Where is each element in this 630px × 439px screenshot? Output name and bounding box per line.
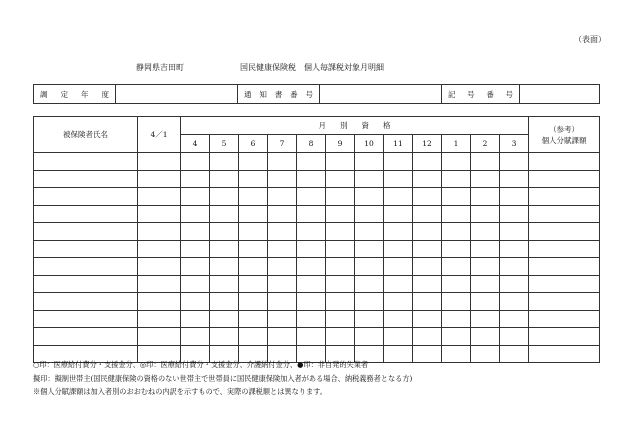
month-cell[interactable] [471,188,500,206]
month-cell[interactable] [210,275,239,293]
month-cell[interactable] [500,258,529,276]
month-cell[interactable] [413,205,442,223]
table-row [34,170,600,188]
year-char: 年 [81,89,89,99]
month-cell[interactable] [471,153,500,171]
month-cell[interactable] [210,310,239,328]
reference-amount-cell[interactable] [529,293,600,311]
reference-header-line1: （参考） [549,124,580,134]
name-header: 被保険者氏名 [34,117,138,153]
notice-value-cell[interactable] [320,85,442,104]
reference-amount-cell[interactable] [529,223,600,241]
table-row [34,153,600,171]
reference-amount-cell[interactable] [529,205,600,223]
year-char: 定 [60,89,68,99]
month-cell[interactable] [384,188,413,206]
qualification-table [33,116,600,363]
month-cell[interactable] [210,153,239,171]
month-cell[interactable] [355,153,384,171]
month-header-12: 12 [413,135,442,153]
month-cell[interactable] [500,310,529,328]
month-cell[interactable] [384,153,413,171]
month-cell[interactable] [413,310,442,328]
month-header-1: 1 [442,135,471,153]
month-cell[interactable] [500,345,529,363]
month-cell[interactable] [297,240,326,258]
month-cell[interactable] [181,328,210,346]
month-header-8: 8 [297,135,326,153]
month-header-4: 4 [181,135,210,153]
monthly-char: 資 [361,121,370,130]
reference-amount-cell[interactable] [529,188,600,206]
month-header-6: 6 [239,135,268,153]
month-cell[interactable] [413,170,442,188]
month-cell[interactable] [471,293,500,311]
year-label-cell [34,85,116,104]
month-cell[interactable] [442,205,471,223]
month-cell[interactable] [384,310,413,328]
month-cell[interactable] [268,258,297,276]
month-cell[interactable] [471,170,500,188]
month-cell[interactable] [442,293,471,311]
notice-char: 通 [244,89,252,99]
month-cell[interactable] [413,240,442,258]
date-header: 4／1 [138,117,181,153]
month-cell[interactable] [442,223,471,241]
year-value-cell[interactable] [116,85,238,104]
monthly-char: 別 [340,121,348,130]
month-cell[interactable] [181,240,210,258]
month-cell[interactable] [326,223,355,241]
month-cell[interactable] [500,188,529,206]
month-cell[interactable] [442,153,471,171]
month-cell[interactable] [326,153,355,171]
monthly-header [181,117,529,135]
month-cell[interactable] [297,153,326,171]
month-cell[interactable] [471,223,500,241]
month-cell[interactable] [413,345,442,363]
month-cell[interactable] [239,293,268,311]
date-cell[interactable] [138,310,181,328]
month-cell[interactable] [442,275,471,293]
notice-label-cell [238,85,320,104]
month-cell[interactable] [355,170,384,188]
month-cell[interactable] [268,240,297,258]
table-row [34,328,600,346]
month-cell[interactable] [355,258,384,276]
note-line: ○印：医療給付費分・支援金分、◎印：医療給付費分・支援金分、介護納付金分、●印：非自発的失業者 [33,360,369,369]
name-cell[interactable] [34,170,138,188]
date-cell[interactable] [138,275,181,293]
date-cell[interactable] [138,240,181,258]
month-cell[interactable] [210,188,239,206]
month-cell[interactable] [326,275,355,293]
date-cell[interactable] [138,223,181,241]
notice-char: 号 [305,89,313,99]
month-header-11: 11 [384,135,413,153]
month-cell[interactable] [326,205,355,223]
month-cell[interactable] [297,188,326,206]
name-cell[interactable] [34,223,138,241]
month-cell[interactable] [326,310,355,328]
month-cell[interactable] [239,153,268,171]
month-cell[interactable] [413,188,442,206]
month-cell[interactable] [471,310,500,328]
month-cell[interactable] [181,293,210,311]
month-cell[interactable] [239,223,268,241]
reference-amount-cell[interactable] [529,328,600,346]
name-cell[interactable] [34,153,138,171]
month-cell[interactable] [500,275,529,293]
month-cell[interactable] [326,328,355,346]
month-cell[interactable] [384,293,413,311]
month-cell[interactable] [384,258,413,276]
month-cell[interactable] [239,205,268,223]
reference-amount-cell[interactable] [529,275,600,293]
date-cell[interactable] [138,188,181,206]
notice-char: 知 [259,89,267,99]
name-cell[interactable] [34,275,138,293]
month-cell[interactable] [326,258,355,276]
name-cell[interactable] [34,188,138,206]
month-cell[interactable] [297,170,326,188]
side-label: （表面） [574,35,606,44]
month-cell[interactable] [268,205,297,223]
reference-amount-cell[interactable] [529,153,600,171]
date-cell[interactable] [138,328,181,346]
month-cell[interactable] [239,188,268,206]
month-cell[interactable] [297,293,326,311]
month-cell[interactable] [268,153,297,171]
name-cell[interactable] [34,310,138,328]
month-cell[interactable] [500,153,529,171]
month-cell[interactable] [471,205,500,223]
month-cell[interactable] [471,258,500,276]
month-header-9: 9 [326,135,355,153]
month-cell[interactable] [181,205,210,223]
month-cell[interactable] [239,328,268,346]
month-header-2: 2 [471,135,500,153]
month-cell[interactable] [384,170,413,188]
notes [33,360,412,401]
month-cell[interactable] [355,223,384,241]
month-header-5: 5 [210,135,239,153]
name-cell[interactable] [34,205,138,223]
month-cell[interactable] [442,170,471,188]
month-cell[interactable] [326,293,355,311]
month-cell[interactable] [500,293,529,311]
name-cell[interactable] [34,240,138,258]
reference-amount-cell[interactable] [529,345,600,363]
month-cell[interactable] [471,240,500,258]
month-cell[interactable] [210,205,239,223]
month-cell[interactable] [297,310,326,328]
date-cell[interactable] [138,258,181,276]
year-char: 度 [101,89,109,99]
symbol-char: 記 [448,89,456,99]
table-row [34,293,600,311]
month-cell[interactable] [384,223,413,241]
reference-amount-cell[interactable] [529,170,600,188]
month-cell[interactable] [326,188,355,206]
month-cell[interactable] [268,188,297,206]
month-cell[interactable] [181,223,210,241]
month-cell[interactable] [210,293,239,311]
month-cell[interactable] [210,223,239,241]
month-cell[interactable] [210,258,239,276]
header-info-table [33,84,600,104]
month-cell[interactable] [355,188,384,206]
month-cell[interactable] [297,223,326,241]
symbol-char: 号 [505,89,513,99]
month-cell[interactable] [442,258,471,276]
monthly-char: 格 [383,121,391,130]
month-cell[interactable] [500,240,529,258]
symbol-char: 番 [486,89,494,99]
month-cell[interactable] [268,293,297,311]
month-cell[interactable] [355,240,384,258]
note-line: ※個人分賦課額は加入者別のおおむねの内訳を示すもので、実際の課税額とは異なります。 [33,387,327,396]
month-cell[interactable] [181,310,210,328]
table-row [34,188,600,206]
month-cell[interactable] [210,170,239,188]
month-cell[interactable] [268,223,297,241]
month-cell[interactable] [297,258,326,276]
month-cell[interactable] [239,310,268,328]
prefecture-label: 静岡県吉田町 [136,63,184,72]
month-cell[interactable] [500,328,529,346]
month-cell[interactable] [355,205,384,223]
month-cell[interactable] [384,205,413,223]
month-cell[interactable] [355,293,384,311]
table-row [34,258,600,276]
month-cell[interactable] [442,328,471,346]
reference-amount-cell[interactable] [529,240,600,258]
month-cell[interactable] [384,328,413,346]
month-cell[interactable] [181,170,210,188]
date-cell[interactable] [138,153,181,171]
symbol-value-cell[interactable] [520,85,600,104]
month-cell[interactable] [471,345,500,363]
table-row [34,310,600,328]
reference-amount-cell[interactable] [529,310,600,328]
table-row [34,223,600,241]
notice-char: 番 [290,89,298,99]
reference-header [529,117,600,153]
month-cell[interactable] [210,328,239,346]
month-cell[interactable] [500,223,529,241]
document-title: 国民健康保険税 個人毎課税対象月明細 [240,63,384,72]
month-cell[interactable] [500,205,529,223]
month-cell[interactable] [181,275,210,293]
month-cell[interactable] [413,153,442,171]
month-cell[interactable] [239,170,268,188]
month-cell[interactable] [442,188,471,206]
date-cell[interactable] [138,293,181,311]
month-cell[interactable] [268,328,297,346]
name-cell[interactable] [34,293,138,311]
year-char: 調 [40,89,48,99]
month-cell[interactable] [355,328,384,346]
month-header-7: 7 [268,135,297,153]
reference-amount-cell[interactable] [529,258,600,276]
month-cell[interactable] [239,275,268,293]
symbol-char: 号 [467,89,475,99]
name-cell[interactable] [34,258,138,276]
date-cell[interactable] [138,205,181,223]
month-cell[interactable] [413,258,442,276]
month-cell[interactable] [297,205,326,223]
month-cell[interactable] [181,153,210,171]
month-cell[interactable] [181,258,210,276]
month-cell[interactable] [384,275,413,293]
month-cell[interactable] [239,240,268,258]
month-cell[interactable] [442,240,471,258]
month-cell[interactable] [297,275,326,293]
month-cell[interactable] [413,328,442,346]
symbol-label-cell [442,85,520,104]
name-cell[interactable] [34,328,138,346]
month-cell[interactable] [500,170,529,188]
month-cell[interactable] [355,275,384,293]
month-header-3: 3 [500,135,529,153]
table-row [34,240,600,258]
month-cell[interactable] [297,328,326,346]
monthly-char: 月 [318,121,327,130]
month-cell[interactable] [442,310,471,328]
month-cell[interactable] [355,310,384,328]
month-cell[interactable] [268,170,297,188]
notice-char: 書 [274,89,283,99]
month-cell[interactable] [413,223,442,241]
month-cell[interactable] [413,293,442,311]
month-cell[interactable] [239,258,268,276]
month-cell[interactable] [471,328,500,346]
month-header-10: 10 [355,135,384,153]
table-row [34,205,600,223]
month-cell[interactable] [268,275,297,293]
date-cell[interactable] [138,170,181,188]
month-cell[interactable] [326,240,355,258]
month-cell[interactable] [413,275,442,293]
table-row [34,275,600,293]
month-cell[interactable] [326,170,355,188]
month-cell[interactable] [210,240,239,258]
note-line: 擬印：擬制世帯主(国民健康保険の資格のない世帯主で世帯員に国民健康保険加入者がある場合、納税義務者となる方) [33,373,413,383]
month-cell[interactable] [442,345,471,363]
month-cell[interactable] [384,240,413,258]
month-cell[interactable] [181,188,210,206]
month-cell[interactable] [268,310,297,328]
reference-header-line2: 個人分賦課額 [541,135,587,145]
month-cell[interactable] [471,275,500,293]
